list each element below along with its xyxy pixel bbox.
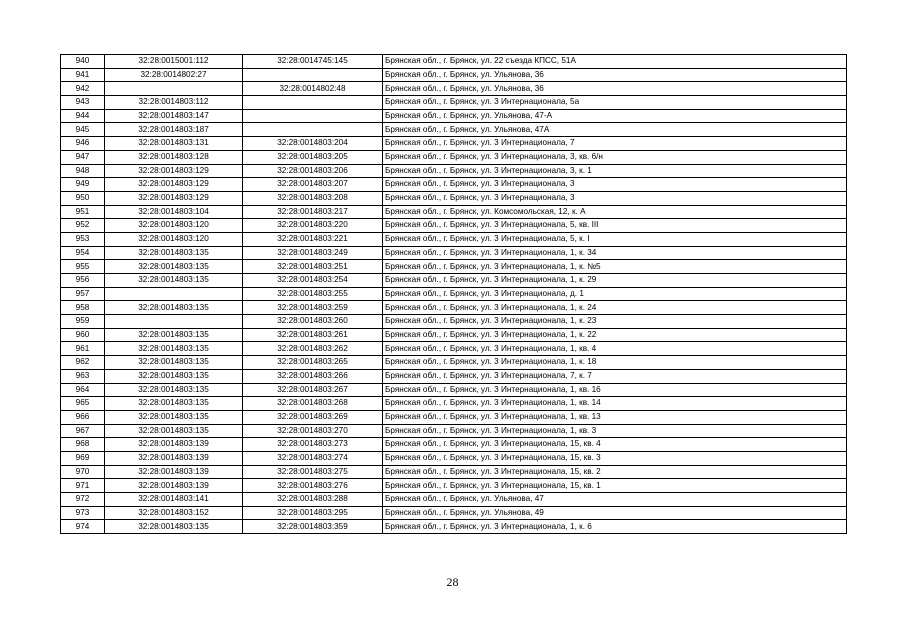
object-cadastral-number-cell	[243, 123, 383, 137]
row-number-cell: 963	[61, 369, 105, 383]
object-cadastral-number-cell: 32:28:0014803:288	[243, 493, 383, 507]
table-row	[61, 506, 847, 520]
object-cadastral-number-cell: 32:28:0014803:259	[243, 301, 383, 315]
address-cell: Брянская обл., г. Брянск, ул. 3 Интернационала, 15, кв. 3	[383, 451, 847, 465]
address-cell: Брянская обл., г. Брянск, ул. Комсомольская, 12, к. А	[383, 205, 847, 219]
row-number-cell: 960	[61, 328, 105, 342]
address-cell: Брянская обл., г. Брянск, ул. 3 Интернационала, 3	[383, 191, 847, 205]
cadastral-number-cell: 32:28:0014803:139	[105, 451, 243, 465]
cadastral-number-cell: 32:28:0014803:135	[105, 356, 243, 370]
object-cadastral-number-cell: 32:28:0014803:204	[243, 137, 383, 151]
address-cell: Брянская обл., г. Брянск, ул. 3 Интернационала, 5, кв. III	[383, 219, 847, 233]
cadastral-number-cell: 32:28:0014803:135	[105, 246, 243, 260]
address-cell: Брянская обл., г. Брянск, ул. 3 Интернационала, 15, кв. 2	[383, 465, 847, 479]
address-cell: Брянская обл., г. Брянск, ул. 3 Интернационала, 7	[383, 137, 847, 151]
row-number-cell: 946	[61, 137, 105, 151]
table-row	[61, 137, 847, 151]
address-cell: Брянская обл., г. Брянск, ул. 3 Интернационала, 1, к. №5	[383, 260, 847, 274]
address-cell: Брянская обл., г. Брянск, ул. 3 Интернационала, 3, к. 1	[383, 164, 847, 178]
object-cadastral-number-cell: 32:28:0014803:206	[243, 164, 383, 178]
cadastral-number-cell: 32:28:0014803:135	[105, 342, 243, 356]
object-cadastral-number-cell: 32:28:0014803:220	[243, 219, 383, 233]
table-row	[61, 315, 847, 329]
cadastral-number-cell: 32:28:0014803:139	[105, 465, 243, 479]
address-cell: Брянская обл., г. Брянск, ул. Ульянова, 36	[383, 68, 847, 82]
object-cadastral-number-cell: 32:28:0014803:207	[243, 178, 383, 192]
row-number-cell: 970	[61, 465, 105, 479]
row-number-cell: 973	[61, 506, 105, 520]
row-number-cell: 959	[61, 315, 105, 329]
table-row	[61, 301, 847, 315]
address-cell: Брянская обл., г. Брянск, ул. Ульянова, 47-А	[383, 109, 847, 123]
address-cell: Брянская обл., г. Брянск, ул. 3 Интернационала, 1, к. 29	[383, 274, 847, 288]
object-cadastral-number-cell: 32:28:0014803:267	[243, 383, 383, 397]
address-cell: Брянская обл., г. Брянск, ул. 3 Интернационала, 1, кв. 13	[383, 410, 847, 424]
cadastral-number-cell	[105, 315, 243, 329]
object-cadastral-number-cell: 32:28:0014803:265	[243, 356, 383, 370]
row-number-cell: 962	[61, 356, 105, 370]
address-cell: Брянская обл., г. Брянск, ул. 3 Интернационала, 7, к. 7	[383, 369, 847, 383]
cadastral-number-cell: 32:28:0014803:135	[105, 397, 243, 411]
cadastral-number-cell: 32:28:0014803:129	[105, 191, 243, 205]
cadastral-number-cell: 32:28:0014803:129	[105, 164, 243, 178]
object-cadastral-number-cell	[243, 96, 383, 110]
row-number-cell: 943	[61, 96, 105, 110]
registry-table-body	[61, 55, 847, 534]
object-cadastral-number-cell: 32:28:0014802:48	[243, 82, 383, 96]
address-cell: Брянская обл., г. Брянск, ул. Ульянова, 47А	[383, 123, 847, 137]
cadastral-number-cell: 32:28:0014803:147	[105, 109, 243, 123]
object-cadastral-number-cell: 32:28:0014803:249	[243, 246, 383, 260]
table-row	[61, 493, 847, 507]
table-row	[61, 397, 847, 411]
object-cadastral-number-cell: 32:28:0014803:266	[243, 369, 383, 383]
table-row	[61, 274, 847, 288]
object-cadastral-number-cell: 32:28:0014803:254	[243, 274, 383, 288]
object-cadastral-number-cell: 32:28:0014803:273	[243, 438, 383, 452]
object-cadastral-number-cell: 32:28:0014803:270	[243, 424, 383, 438]
address-cell: Брянская обл., г. Брянск, ул. Ульянова, 36	[383, 82, 847, 96]
object-cadastral-number-cell: 32:28:0014803:359	[243, 520, 383, 534]
table-row	[61, 219, 847, 233]
row-number-cell: 949	[61, 178, 105, 192]
row-number-cell: 964	[61, 383, 105, 397]
object-cadastral-number-cell: 32:28:0014745:145	[243, 55, 383, 69]
page-number: 28	[446, 575, 459, 589]
cadastral-number-cell: 32:28:0014803:135	[105, 260, 243, 274]
table-row	[61, 164, 847, 178]
table-row	[61, 451, 847, 465]
table-row	[61, 260, 847, 274]
table-row	[61, 232, 847, 246]
address-cell: Брянская обл., г. Брянск, ул. Ульянова, 49	[383, 506, 847, 520]
cadastral-number-cell	[105, 82, 243, 96]
cadastral-number-cell: 32:28:0014803:104	[105, 205, 243, 219]
table-row	[61, 410, 847, 424]
row-number-cell: 950	[61, 191, 105, 205]
cadastral-number-cell: 32:28:0014803:131	[105, 137, 243, 151]
row-number-cell: 965	[61, 397, 105, 411]
row-number-cell: 945	[61, 123, 105, 137]
cadastral-number-cell: 32:28:0014803:152	[105, 506, 243, 520]
address-cell: Брянская обл., г. Брянск, ул. 3 Интернационала, 1, к. 24	[383, 301, 847, 315]
row-number-cell: 966	[61, 410, 105, 424]
address-cell: Брянская обл., г. Брянск, ул. 3 Интернационала, 15, кв. 1	[383, 479, 847, 493]
address-cell: Брянская обл., г. Брянск, ул. 3 Интернационала, 3	[383, 178, 847, 192]
row-number-cell: 953	[61, 232, 105, 246]
object-cadastral-number-cell: 32:28:0014803:261	[243, 328, 383, 342]
row-number-cell: 955	[61, 260, 105, 274]
cadastral-number-cell: 32:28:0014803:135	[105, 520, 243, 534]
cadastral-number-cell: 32:28:0015001:112	[105, 55, 243, 69]
table-row	[61, 424, 847, 438]
address-cell: Брянская обл., г. Брянск, ул. 3 Интернационала, 1, кв. 16	[383, 383, 847, 397]
cadastral-number-cell: 32:28:0014803:129	[105, 178, 243, 192]
row-number-cell: 948	[61, 164, 105, 178]
cadastral-number-cell: 32:28:0014803:135	[105, 383, 243, 397]
address-cell: Брянская обл., г. Брянск, ул. 3 Интернационала, 5, к. I	[383, 232, 847, 246]
object-cadastral-number-cell: 32:28:0014803:274	[243, 451, 383, 465]
address-cell: Брянская обл., г. Брянск, ул. 3 Интернационала, 1, к. 6	[383, 520, 847, 534]
cadastral-number-cell: 32:28:0014803:128	[105, 150, 243, 164]
address-cell: Брянская обл., г. Брянск, ул. 3 Интернационала, 15, кв. 4	[383, 438, 847, 452]
object-cadastral-number-cell: 32:28:0014803:221	[243, 232, 383, 246]
object-cadastral-number-cell: 32:28:0014803:268	[243, 397, 383, 411]
table-row	[61, 479, 847, 493]
cadastral-number-cell: 32:28:0014803:120	[105, 232, 243, 246]
row-number-cell: 971	[61, 479, 105, 493]
row-number-cell: 944	[61, 109, 105, 123]
cadastral-number-cell: 32:28:0014803:120	[105, 219, 243, 233]
row-number-cell: 957	[61, 287, 105, 301]
cadastral-number-cell: 32:28:0014803:187	[105, 123, 243, 137]
row-number-cell: 952	[61, 219, 105, 233]
row-number-cell: 972	[61, 493, 105, 507]
row-number-cell: 968	[61, 438, 105, 452]
row-number-cell: 954	[61, 246, 105, 260]
row-number-cell: 947	[61, 150, 105, 164]
address-cell: Брянская обл., г. Брянск, ул. 3 Интернационала, 1, кв. 3	[383, 424, 847, 438]
object-cadastral-number-cell: 32:28:0014803:295	[243, 506, 383, 520]
cadastral-number-cell: 32:28:0014803:135	[105, 369, 243, 383]
object-cadastral-number-cell: 32:28:0014803:208	[243, 191, 383, 205]
cadastral-number-cell: 32:28:0014803:139	[105, 479, 243, 493]
row-number-cell: 940	[61, 55, 105, 69]
object-cadastral-number-cell: 32:28:0014803:217	[243, 205, 383, 219]
table-row	[61, 520, 847, 534]
address-cell: Брянская обл., г. Брянск, ул. 3 Интернационала, 1, кв. 14	[383, 397, 847, 411]
address-cell: Брянская обл., г. Брянск, ул. 3 Интернационала, 1, к. 34	[383, 246, 847, 260]
table-row	[61, 465, 847, 479]
row-number-cell: 956	[61, 274, 105, 288]
cadastral-number-cell: 32:28:0014803:112	[105, 96, 243, 110]
table-row	[61, 191, 847, 205]
table-row	[61, 328, 847, 342]
table-row	[61, 123, 847, 137]
row-number-cell: 969	[61, 451, 105, 465]
address-cell: Брянская обл., г. Брянск, ул. 3 Интернационала, 3, кв. 6/н	[383, 150, 847, 164]
cadastral-number-cell: 32:28:0014803:135	[105, 301, 243, 315]
cadastral-number-cell: 32:28:0014802:27	[105, 68, 243, 82]
object-cadastral-number-cell: 32:28:0014803:205	[243, 150, 383, 164]
object-cadastral-number-cell: 32:28:0014803:260	[243, 315, 383, 329]
table-row	[61, 109, 847, 123]
address-cell: Брянская обл., г. Брянск, ул. 3 Интернационала, 1, к. 23	[383, 315, 847, 329]
cadastral-number-cell: 32:28:0014803:135	[105, 328, 243, 342]
cadastral-number-cell: 32:28:0014803:135	[105, 424, 243, 438]
table-row	[61, 205, 847, 219]
cadastral-number-cell: 32:28:0014803:141	[105, 493, 243, 507]
row-number-cell: 951	[61, 205, 105, 219]
table-row	[61, 383, 847, 397]
address-cell: Брянская обл., г. Брянск, ул. Ульянова, 47	[383, 493, 847, 507]
row-number-cell: 942	[61, 82, 105, 96]
address-cell: Брянская обл., г. Брянск, ул. 3 Интернационала, 5а	[383, 96, 847, 110]
cadastral-number-cell: 32:28:0014803:135	[105, 410, 243, 424]
cadastral-number-cell: 32:28:0014803:135	[105, 274, 243, 288]
row-number-cell: 967	[61, 424, 105, 438]
table-row	[61, 55, 847, 69]
table-row	[61, 68, 847, 82]
row-number-cell: 961	[61, 342, 105, 356]
table-row	[61, 178, 847, 192]
row-number-cell: 974	[61, 520, 105, 534]
object-cadastral-number-cell: 32:28:0014803:255	[243, 287, 383, 301]
object-cadastral-number-cell	[243, 109, 383, 123]
address-cell: Брянская обл., г. Брянск, ул. 3 Интернационала, 1, к. 18	[383, 356, 847, 370]
table-row	[61, 150, 847, 164]
table-row	[61, 369, 847, 383]
property-registry-table	[60, 54, 847, 534]
address-cell: Брянская обл., г. Брянск, ул. 22 съезда КПСС, 51А	[383, 55, 847, 69]
object-cadastral-number-cell: 32:28:0014803:275	[243, 465, 383, 479]
object-cadastral-number-cell: 32:28:0014803:262	[243, 342, 383, 356]
table-row	[61, 342, 847, 356]
object-cadastral-number-cell	[243, 68, 383, 82]
cadastral-number-cell	[105, 287, 243, 301]
table-row	[61, 438, 847, 452]
row-number-cell: 958	[61, 301, 105, 315]
table-row	[61, 82, 847, 96]
table-row	[61, 287, 847, 301]
object-cadastral-number-cell: 32:28:0014803:251	[243, 260, 383, 274]
table-row	[61, 356, 847, 370]
table-row	[61, 96, 847, 110]
address-cell: Брянская обл., г. Брянск, ул. 3 Интернационала, 1, кв. 4	[383, 342, 847, 356]
object-cadastral-number-cell: 32:28:0014803:269	[243, 410, 383, 424]
address-cell: Брянская обл., г. Брянск, ул. 3 Интернационала, 1, к. 22	[383, 328, 847, 342]
address-cell: Брянская обл., г. Брянск, ул. 3 Интернационала, д. 1	[383, 287, 847, 301]
object-cadastral-number-cell: 32:28:0014803:276	[243, 479, 383, 493]
table-row	[61, 246, 847, 260]
cadastral-number-cell: 32:28:0014803:139	[105, 438, 243, 452]
row-number-cell: 941	[61, 68, 105, 82]
